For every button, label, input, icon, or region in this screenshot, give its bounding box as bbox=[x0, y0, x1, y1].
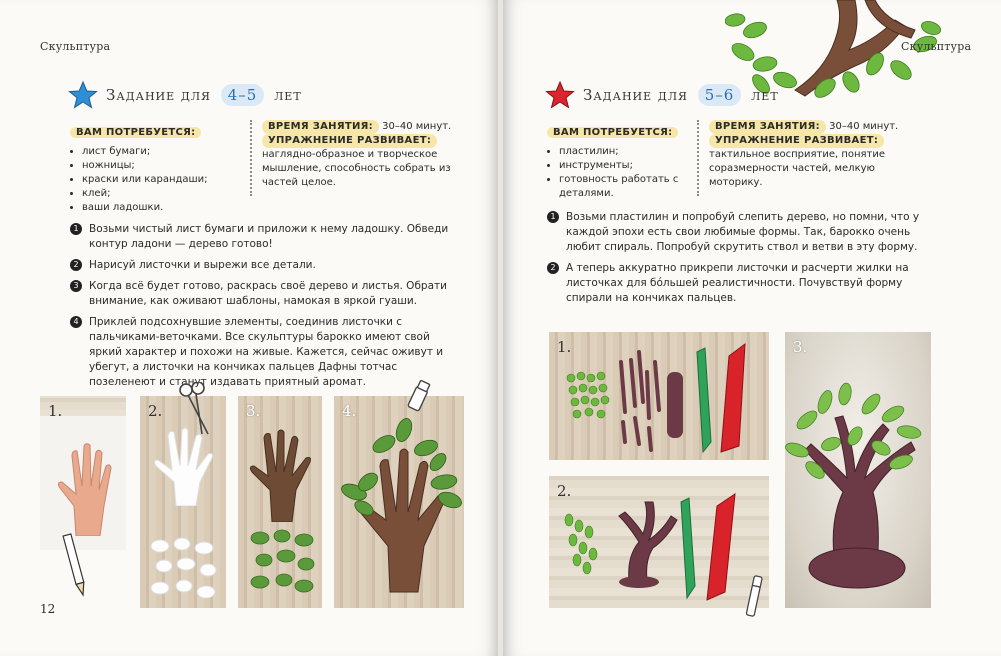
page-number: 12 bbox=[40, 602, 56, 616]
photo-hand bbox=[40, 396, 126, 550]
photo-plasticine-parts bbox=[549, 332, 769, 460]
info-column bbox=[709, 120, 929, 201]
list-item: • ваши ладошки. bbox=[82, 201, 240, 215]
photo-finished-tree bbox=[334, 396, 464, 608]
photo-label: 1. bbox=[557, 338, 572, 356]
list-item: • готовность работать с деталями. bbox=[559, 173, 687, 201]
list-item: • инструменты; bbox=[559, 159, 687, 173]
develops-value: наглядно-образное и творческое мышление, способность собрать из частей целое. bbox=[262, 149, 451, 188]
task-header bbox=[68, 80, 302, 110]
step-number-icon: 2 bbox=[547, 262, 559, 274]
step-number-icon: 4 bbox=[70, 316, 82, 328]
requirements-block bbox=[547, 120, 929, 201]
info-column bbox=[262, 120, 457, 215]
needs-list bbox=[547, 145, 687, 201]
red-star-icon bbox=[545, 80, 575, 110]
section-title: Скульптура bbox=[901, 40, 972, 53]
step-item: 4 Приклей подсохнувшие элементы, соединив листочки с пальчиками-веточками. Все скульптуры барокко имеют свой яркий характер и похожи на живые. Кажется, сейчас оживут и убегут, а листочки на кончиках пальцев Дафны тотчас позеленеют и станут издавать приятный аромат. bbox=[70, 315, 455, 390]
blue-star-icon bbox=[68, 80, 98, 110]
paper-hand-image bbox=[148, 426, 218, 506]
list-item: • лист бумаги; bbox=[82, 145, 240, 159]
plasticine-tree-progress-image bbox=[549, 476, 769, 608]
plasticine-tree-finished-image bbox=[785, 332, 931, 608]
photo-label: 3. bbox=[246, 402, 261, 420]
photo-label: 2. bbox=[557, 482, 572, 500]
scissors-icon bbox=[178, 382, 214, 438]
list-item: • пластилин; bbox=[559, 145, 687, 159]
task-title: Задание для 4–5 лет bbox=[106, 86, 302, 104]
sculpting-tool-icon bbox=[739, 572, 769, 622]
needs-list bbox=[70, 145, 240, 215]
list-item: • ножницы; bbox=[82, 159, 240, 173]
plasticine-parts-image bbox=[549, 332, 769, 460]
step-number-icon: 2 bbox=[70, 259, 82, 271]
list-item: • клей; bbox=[82, 187, 240, 201]
step-number-icon: 1 bbox=[70, 223, 82, 235]
develops-label: УПРАЖНЕНИЕ РАЗВИВАЕТ: bbox=[262, 134, 437, 148]
dotted-divider bbox=[697, 120, 699, 196]
requirements-block bbox=[70, 120, 457, 215]
photo-label: 2. bbox=[148, 402, 163, 420]
time-label: ВРЕМЯ ЗАНЯТИЯ: bbox=[709, 120, 826, 134]
age-badge: 4–5 bbox=[221, 84, 265, 106]
needs-column bbox=[70, 120, 240, 215]
time-value: 30–40 минут. bbox=[382, 121, 452, 132]
task-header bbox=[545, 80, 779, 110]
age-badge: 5–6 bbox=[698, 84, 742, 106]
glue-stick-icon bbox=[406, 378, 432, 414]
step-item: 2 Нарисуй листочки и вырежи все детали. bbox=[70, 258, 455, 273]
develops-label: УПРАЖНЕНИЕ РАЗВИВАЕТ: bbox=[709, 134, 884, 148]
dotted-divider bbox=[250, 120, 252, 196]
right-page bbox=[503, 0, 1001, 656]
photo-label: 1. bbox=[48, 402, 63, 420]
painted-leaves-image bbox=[246, 526, 318, 602]
list-item: • краски или карандаши; bbox=[82, 173, 240, 187]
paper-tree-image bbox=[334, 396, 464, 608]
painted-hand-image bbox=[244, 426, 316, 522]
step-item: 1 Возьми пластилин и попробуй слепить дерево, но помни, что у каждой эпохи есть свои любимые формы. Так, барокко очень любит спираль. Попробуй скрутить ствол и ветви в эту форму. bbox=[547, 210, 937, 255]
step-number-icon: 3 bbox=[70, 280, 82, 292]
left-page bbox=[0, 0, 498, 656]
photo-finished-plasticine-tree bbox=[785, 332, 931, 608]
step-item: 2 А теперь аккуратно прикрепи листочки и расчерти жилки на листочках для бóльшей реалистичности. Почувствуй форму спирали на кончиках пальцев. bbox=[547, 261, 937, 306]
photo-label: 3. bbox=[793, 338, 808, 356]
develops-value: тактильное восприятие, понятие соразмерности частей, мелкую моторику. bbox=[709, 149, 886, 188]
steps-list bbox=[70, 222, 455, 396]
needs-column bbox=[547, 120, 687, 201]
photo-label: 4. bbox=[342, 402, 357, 420]
photo-painted-pieces bbox=[238, 396, 322, 608]
step-item: 3 Когда всё будет готово, раскрась своё дерево и листья. Обрати внимание, как оживают шаблоны, намокая в яркой гуаши. bbox=[70, 279, 455, 309]
photo-tree-in-progress bbox=[549, 476, 769, 608]
needs-label: ВАМ ПОТРЕБУЕТСЯ: bbox=[547, 127, 678, 138]
time-label: ВРЕМЯ ЗАНЯТИЯ: bbox=[262, 120, 379, 134]
task-title: Задание для 5–6 лет bbox=[583, 86, 779, 104]
hand-image bbox=[46, 436, 122, 536]
paper-leaves-image bbox=[148, 536, 220, 602]
pencil-icon bbox=[62, 530, 88, 600]
section-title: Скульптура bbox=[40, 40, 111, 53]
step-item: 1 Возьми чистый лист бумаги и приложи к нему ладошку. Обведи контур ладони — дерево готово! bbox=[70, 222, 455, 252]
step-number-icon: 1 bbox=[547, 211, 559, 223]
time-value: 30–40 минут. bbox=[829, 121, 899, 132]
steps-list bbox=[547, 210, 937, 312]
needs-label: ВАМ ПОТРЕБУЕТСЯ: bbox=[70, 127, 201, 138]
